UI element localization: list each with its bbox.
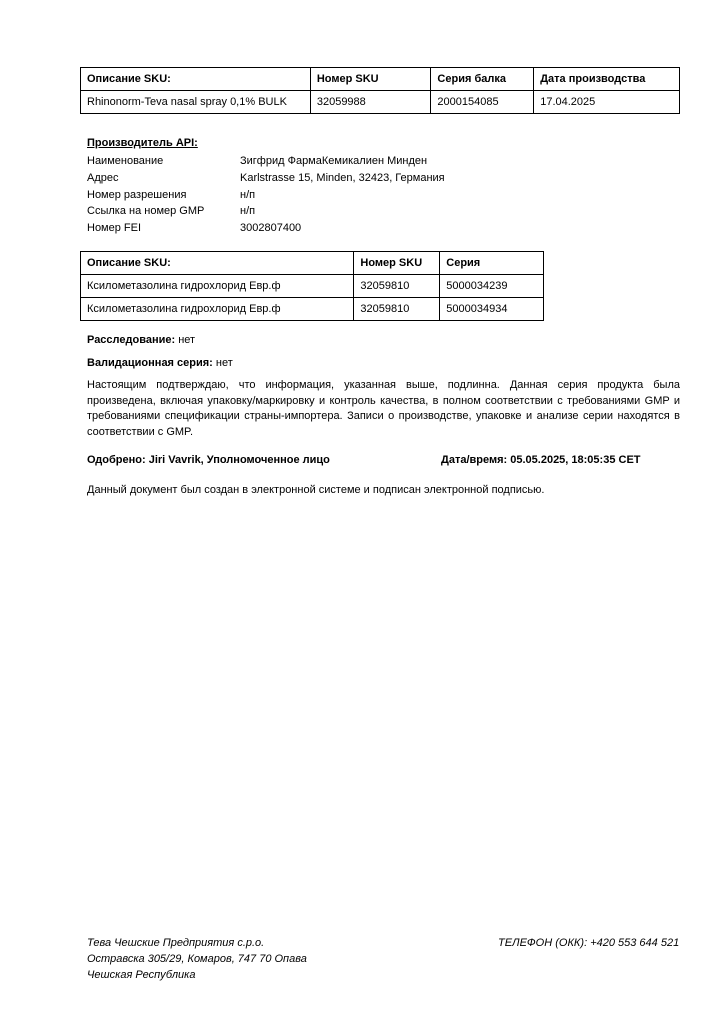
footer-company: Тева Чешские Предприятия с.р.о. bbox=[87, 937, 265, 949]
header-sku-number: Номер SKU bbox=[310, 68, 431, 91]
table-row bbox=[81, 275, 544, 298]
cell-bulk-batch: 2000154085 bbox=[431, 91, 534, 114]
table-header-row bbox=[81, 68, 680, 91]
field-value: Зигфрид ФармаКемикалиен Минден bbox=[240, 155, 428, 167]
field-label: Номер FEI bbox=[87, 222, 142, 234]
cell-batch: 5000034934 bbox=[440, 298, 544, 321]
header-sku-description: Описание SKU: bbox=[81, 252, 354, 275]
header-sku-number: Номер SKU bbox=[354, 252, 440, 275]
validation-line bbox=[87, 357, 233, 369]
cell-sku-number: 32059810 bbox=[354, 275, 440, 298]
field-label: Номер разрешения bbox=[87, 189, 187, 201]
header-batch: Серия bbox=[440, 252, 544, 275]
footer-phone: ТЕЛЕФОН (ОКК): +420 553 644 521 bbox=[498, 937, 680, 949]
validation-value: нет bbox=[212, 357, 233, 369]
sku-table bbox=[80, 67, 680, 114]
field-value: н/п bbox=[240, 205, 256, 217]
api-manufacturer-title: Производитель API: bbox=[87, 137, 198, 149]
field-value: Karlstrasse 15, Minden, 32423, Германия bbox=[240, 172, 445, 184]
header-sku-description: Описание SKU: bbox=[81, 68, 311, 91]
cell-sku-number: 32059810 bbox=[354, 298, 440, 321]
api-table bbox=[80, 251, 544, 321]
footer-country: Чешская Республика bbox=[87, 969, 196, 981]
footer-address: Остравска 305/29, Комаров, 747 70 Опава bbox=[87, 953, 307, 965]
cell-sku-description: Rhinonorm-Teva nasal spray 0,1% BULK bbox=[81, 91, 311, 114]
field-value: 3002807400 bbox=[240, 222, 302, 234]
approved-by: Одобрено: Jiri Vavrik, Уполномоченное лицо bbox=[87, 454, 330, 466]
field-label: Наименование bbox=[87, 155, 164, 167]
table-row bbox=[81, 298, 544, 321]
approval-datetime: Дата/время: 05.05.2025, 18:05:35 CET bbox=[441, 454, 641, 466]
table-header-row bbox=[81, 252, 544, 275]
header-production-date: Дата производства bbox=[534, 68, 680, 91]
cell-production-date: 17.04.2025 bbox=[534, 91, 680, 114]
field-label: Адрес bbox=[87, 172, 119, 184]
cell-sku-description: Ксилометазолина гидрохлорид Евр.ф bbox=[81, 275, 354, 298]
validation-label: Валидационная серия: bbox=[87, 357, 213, 369]
investigation-label: Расследование: bbox=[87, 334, 176, 346]
investigation-value: нет bbox=[175, 334, 196, 346]
statement-paragraph: Настоящим подтверждаю, что информация, указанная выше, подлинна. Данная серия продукта была произведена, включая упаковку/маркировку и контроль качества, в полном соответствии с требованиями GMP и требованиями спецификации страны-импортера. Записи о производстве, упаковке и анализе серии находятся в соответствии с GMP. bbox=[87, 379, 680, 438]
cell-sku-description: Ксилометазолина гидрохлорид Евр.ф bbox=[81, 298, 354, 321]
header-bulk-batch: Серия балка bbox=[431, 68, 534, 91]
cell-sku-number: 32059988 bbox=[310, 91, 431, 114]
electronic-signature-note: Данный документ был создан в электронной системе и подписан электронной подписью. bbox=[87, 484, 545, 496]
cell-batch: 5000034239 bbox=[440, 275, 544, 298]
investigation-line bbox=[87, 334, 195, 346]
field-label: Ссылка на номер GMP bbox=[87, 205, 205, 217]
table-row bbox=[81, 91, 680, 114]
field-value: н/п bbox=[240, 189, 256, 201]
